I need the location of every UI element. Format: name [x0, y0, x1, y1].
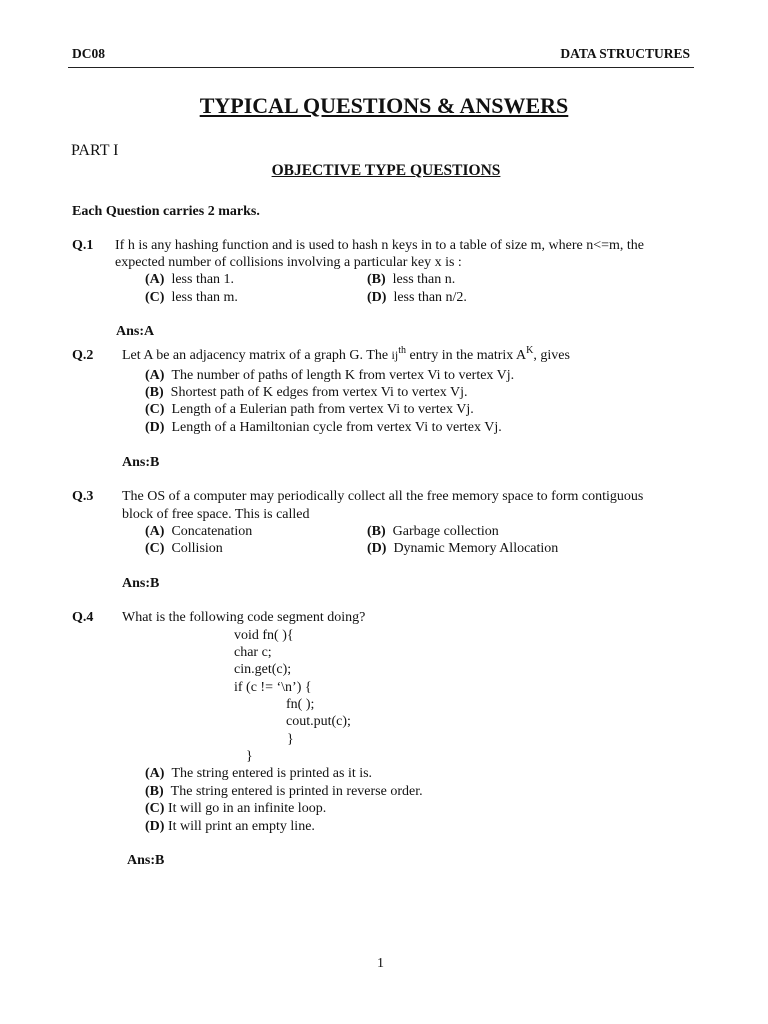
question-text: If h is any hashing function and is used to hash n keys in to a table of size m, where n<=m, the	[115, 238, 645, 253]
option-b: (B) The string entered is printed in reverse order.	[145, 784, 423, 799]
code-line: }	[287, 732, 294, 747]
option-b: (B) Garbage collection	[367, 524, 499, 539]
question-number: Q.1	[72, 238, 94, 253]
header-left: DC08	[72, 46, 105, 61]
code-line: void fn( ){	[234, 628, 294, 643]
option-a: (A) Concatenation	[145, 524, 253, 539]
option-d: (D) It will print an empty line.	[145, 819, 315, 834]
question-text: What is the following code segment doing?	[122, 610, 366, 625]
question-text: expected number of collisions involving a particular key x is :	[115, 255, 462, 270]
code-line: cout.put(c);	[286, 714, 351, 729]
answer: Ans:A	[116, 324, 155, 339]
option-c: (C) less than m.	[145, 290, 238, 305]
part-label: PART I	[71, 142, 119, 159]
option-b: (B) Shortest path of K edges from vertex Vi to vertex Vj.	[145, 385, 468, 400]
option-d: (D) Length of a Hamiltonian cycle from vertex Vi to vertex Vj.	[145, 420, 502, 435]
page-title: TYPICAL QUESTIONS & ANSWERS	[199, 93, 569, 118]
code-line: }	[246, 749, 253, 764]
answer: Ans:B	[122, 576, 160, 591]
code-line: char c;	[234, 645, 272, 660]
section-title: OBJECTIVE TYPE QUESTIONS	[271, 162, 501, 179]
code-line: cin.get(c);	[234, 662, 292, 677]
answer: Ans:B	[127, 853, 165, 868]
question-number: Q.4	[72, 610, 94, 625]
option-d: (D) less than n/2.	[367, 290, 467, 305]
option-d: (D) Dynamic Memory Allocation	[367, 541, 559, 556]
option-a: (A) The string entered is printed as it is.	[145, 766, 373, 781]
question-number: Q.2	[72, 348, 94, 363]
option-a: (A) The number of paths of length K from vertex Vi to vertex Vj.	[145, 368, 515, 383]
answer: Ans:B	[122, 455, 160, 470]
option-b: (B) less than n.	[367, 272, 456, 287]
option-a: (A) less than 1.	[145, 272, 235, 287]
option-c: (C) Collision	[145, 541, 223, 556]
question-text: block of free space. This is called	[122, 507, 310, 522]
question-text: The OS of a computer may periodically collect all the free memory space to form contiguous	[122, 489, 644, 504]
code-line: if (c != ‘\n’) {	[234, 680, 312, 695]
option-c: (C) Length of a Eulerian path from vertex Vi to vertex Vj.	[145, 402, 474, 417]
question-number: Q.3	[72, 489, 94, 504]
code-line: fn( );	[286, 697, 315, 712]
header-rule	[68, 67, 694, 68]
option-c: (C) It will go in an infinite loop.	[145, 801, 327, 816]
question-text: Let A be an adjacency matrix of a graph G. The $ij^{th}$ entry in the matrix $A^K$, gives	[122, 345, 570, 363]
page-number: 1	[377, 956, 384, 971]
marks-note: Each Question carries 2 marks.	[72, 204, 260, 219]
header-right: DATA STRUCTURES	[560, 46, 690, 61]
